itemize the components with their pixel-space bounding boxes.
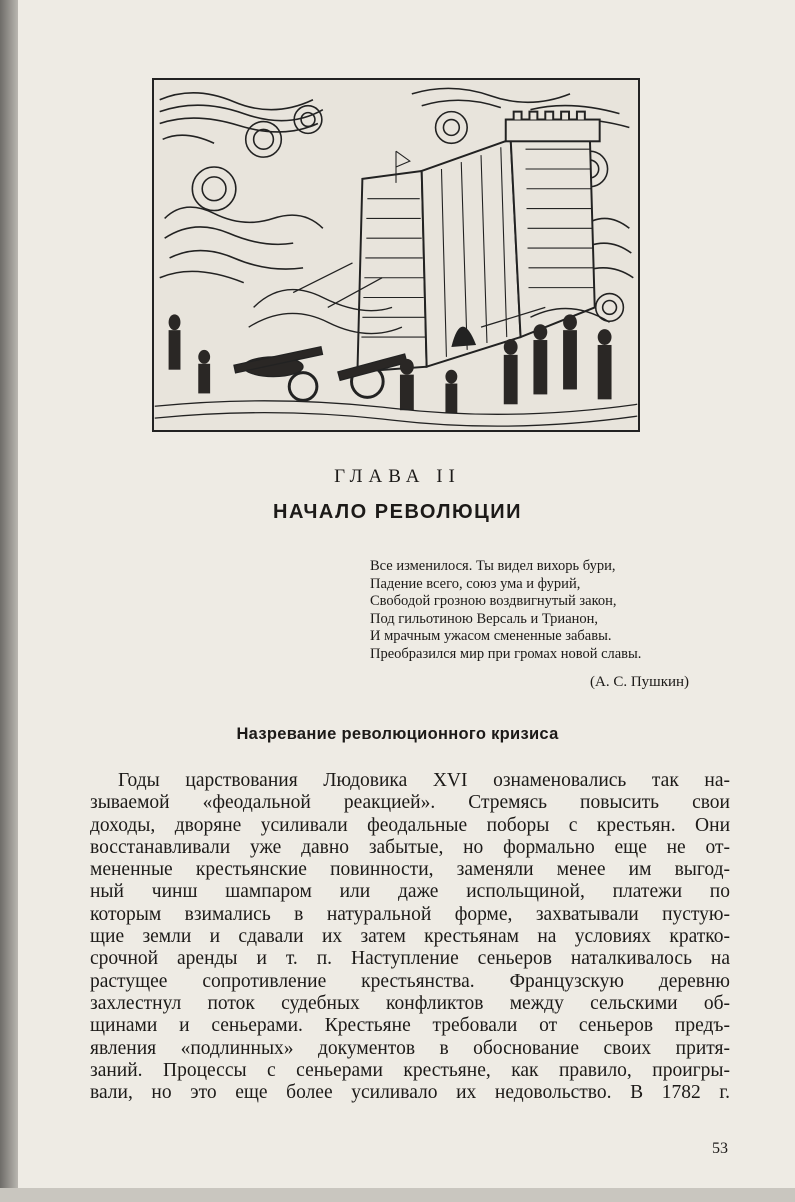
engraving-drawing	[154, 80, 638, 430]
text-line: Годы царствования Людовика XVI ознаменовались так на-	[118, 770, 730, 791]
chapter-number: ГЛАВА II	[334, 466, 461, 487]
page-number: 53	[712, 1140, 728, 1157]
text-line: растущее сопротивление крестьянства. Французскую деревню	[90, 970, 730, 992]
text-line: срочной аренды и т. п. Наступление сеньеров наталкивалось на	[90, 948, 730, 970]
epigraph-poem	[370, 558, 730, 664]
book-gutter-shadow	[0, 0, 18, 1202]
text-line: щинами и сеньерами. Крестьяне требовали от сеньеров предъ-	[90, 1015, 730, 1037]
text-line: ный чинш шампаром или даже испольщиной, платежи по	[90, 881, 730, 903]
epigraph-line: Под гильотиною Версаль и Трианон,	[370, 610, 599, 627]
text-line: вали, но это еще более усиливало их недовольство. В 1782 г.	[90, 1082, 730, 1104]
chapter-title: НАЧАЛО РЕВОЛЮЦИИ	[273, 501, 522, 523]
text-line: явления «подлинных» документов в обоснование своих притя-	[90, 1037, 730, 1059]
text-line: которым взимались в натуральной форме, захватывали пустую-	[90, 903, 730, 925]
text-line: щие земли и сдавали их затем крестьянам на условиях кратко-	[90, 926, 730, 948]
text-line: заний. Процессы с сеньерами крестьяне, как правило, проигры-	[90, 1059, 730, 1081]
storming-of-bastille-illustration	[152, 78, 640, 432]
epigraph-line: Все изменилося. Ты видел вихорь бури,	[370, 558, 616, 574]
epigraph-line: Свободой грозною воздвигнутый закон,	[370, 593, 617, 610]
body-paragraph	[90, 770, 730, 1104]
text-line: восстанавливали уже давно забытые, но формально еще не от-	[90, 836, 730, 858]
text-line: захлестнул поток судебных конфликтов между сельскими об-	[90, 992, 730, 1014]
text-line: зываемой «феодальной реакцией». Стремясь повысить свои	[90, 792, 730, 814]
epigraph-attribution: (А. С. Пушкин)	[590, 674, 690, 690]
epigraph-line: Падение всего, союз ума и фурий,	[370, 575, 581, 592]
text-line: мененные крестьянские повинности, заменяли менее им выгод-	[90, 859, 730, 881]
epigraph-line: И мрачным ужасом смененные забавы.	[370, 628, 612, 645]
text-line: доходы, дворяне усиливали феодальные поборы с крестьян. Они	[90, 814, 730, 836]
epigraph-line: Преобразился мир при громах новой славы.	[370, 645, 642, 662]
section-heading: Назревание революционного кризиса	[236, 725, 559, 743]
scan-bottom-edge	[0, 1188, 795, 1202]
